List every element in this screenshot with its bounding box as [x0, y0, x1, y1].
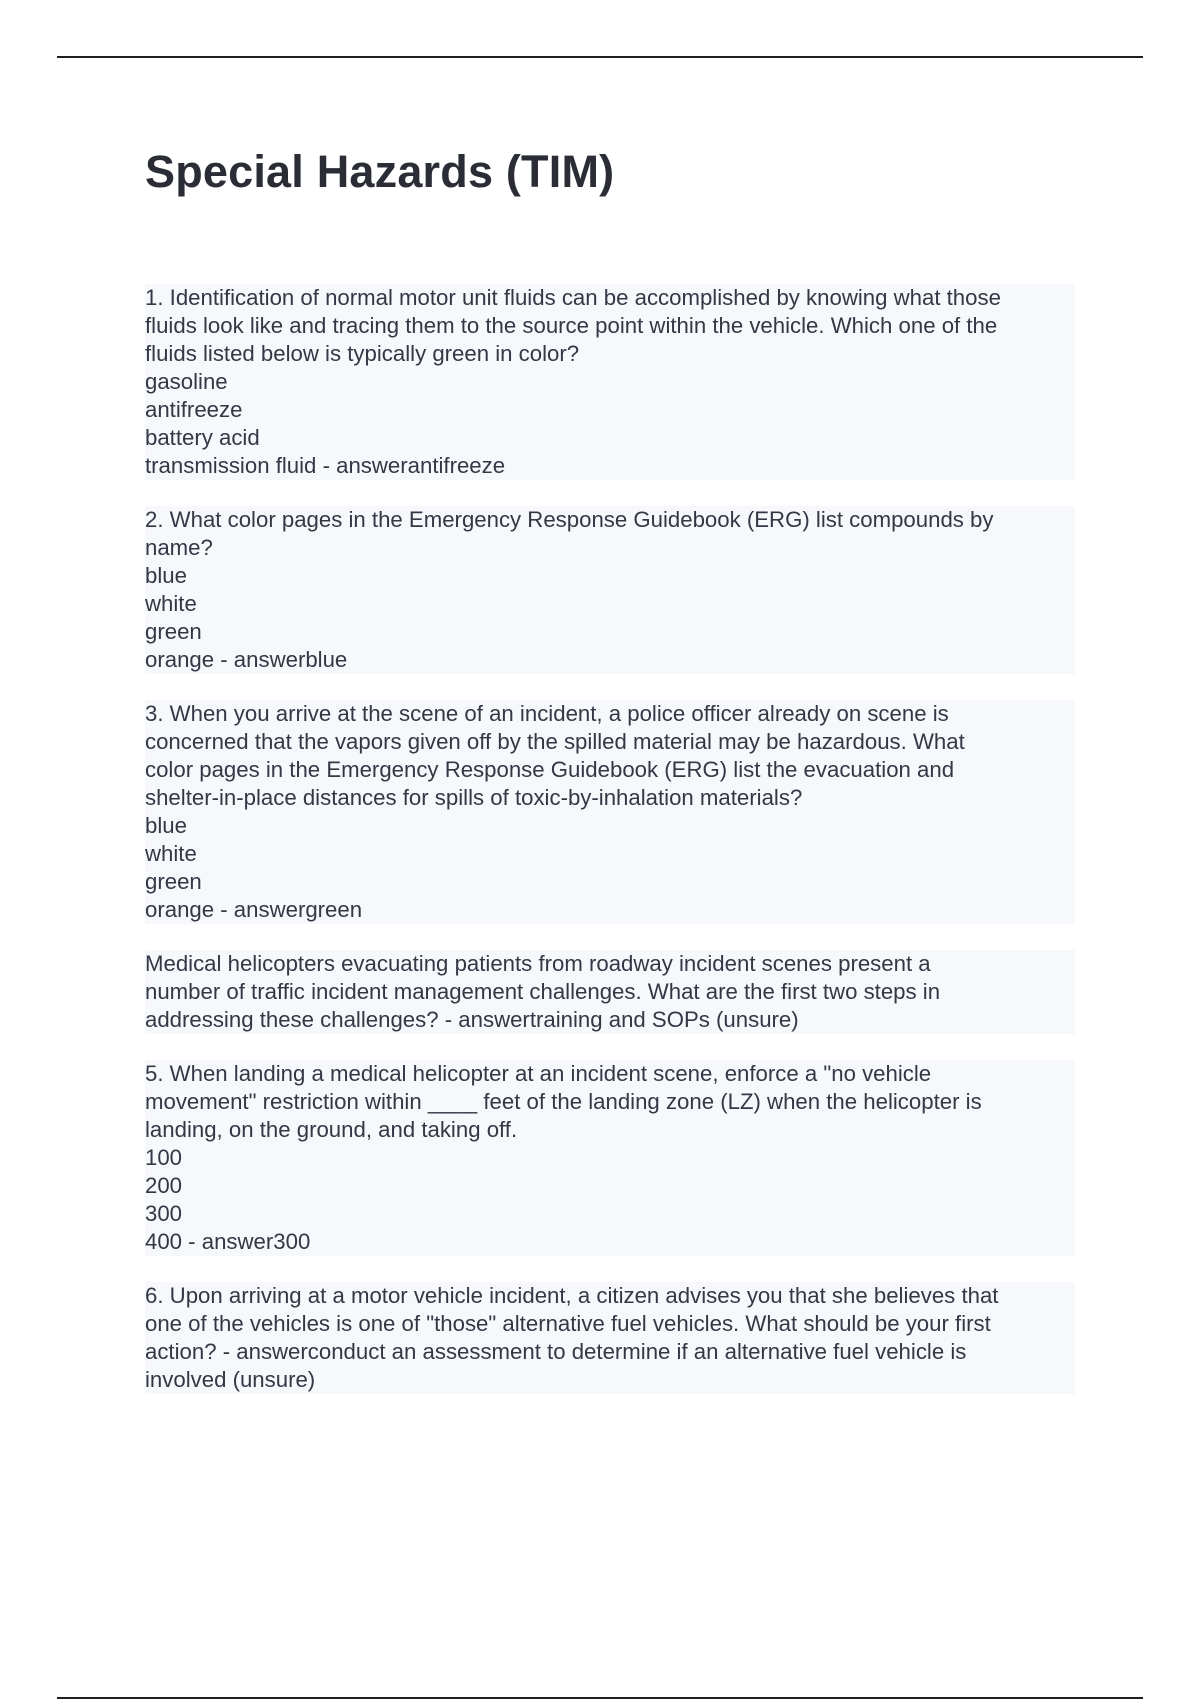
document-title: Special Hazards (TIM) [145, 146, 615, 197]
question-text-line: movement" restriction within ____ feet of the landing zone (LZ) when the helicopter is [145, 1089, 982, 1114]
question-text-line: 5. When landing a medical helicopter at an incident scene, enforce a "no vehicle [145, 1061, 932, 1086]
question-3 [145, 700, 1075, 924]
answer-option: green [145, 619, 202, 644]
question-text-line: concerned that the vapors given off by the spilled material may be hazardous. What [145, 729, 965, 754]
answer-line: 400 - answer300 [145, 1229, 311, 1254]
answer-option: white [145, 591, 197, 616]
answer-line: orange - answergreen [145, 897, 363, 922]
answer-option: 100 [145, 1145, 183, 1170]
top-rule [57, 56, 1143, 58]
answer-option: blue [145, 813, 187, 838]
question-text-line: landing, on the ground, and taking off. [145, 1117, 518, 1142]
answer-option: 200 [145, 1173, 183, 1198]
answer-option: battery acid [145, 425, 260, 450]
question-text-line: 2. What color pages in the Emergency Response Guidebook (ERG) list compounds by [145, 507, 994, 532]
answer-option: 300 [145, 1201, 183, 1226]
question-6 [145, 1282, 1075, 1394]
bottom-rule [57, 1697, 1143, 1699]
question-text-line: color pages in the Emergency Response Guidebook (ERG) list the evacuation and [145, 757, 955, 782]
question-text-line: involved (unsure) [145, 1367, 316, 1392]
question-text-line: action? - answerconduct an assessment to determine if an alternative fuel vehicle is [145, 1339, 967, 1364]
answer-option: gasoline [145, 369, 228, 394]
question-2 [145, 506, 1075, 674]
question-text-line: 3. When you arrive at the scene of an incident, a police officer already on scene is [145, 701, 949, 726]
question-text-line: one of the vehicles is one of "those" alternative fuel vehicles. What should be your first [145, 1311, 991, 1336]
answer-line: transmission fluid - answerantifreeze [145, 453, 506, 478]
question-text-line: name? [145, 535, 213, 560]
answer-option: green [145, 869, 202, 894]
question-5 [145, 1060, 1075, 1256]
answer-option: white [145, 841, 197, 866]
question-list [145, 284, 1075, 1420]
question-text-line: 1. Identification of normal motor unit fluids can be accomplished by knowing what those [145, 285, 1001, 310]
question-text-line: 6. Upon arriving at a motor vehicle incident, a citizen advises you that she believes that [145, 1283, 999, 1308]
answer-line: orange - answerblue [145, 647, 348, 672]
question-text-line: addressing these challenges? - answertraining and SOPs (unsure) [145, 1007, 799, 1032]
question-text-line: fluids listed below is typically green in color? [145, 341, 580, 366]
question-text-line: Medical helicopters evacuating patients from roadway incident scenes present a [145, 951, 931, 976]
question-1 [145, 284, 1075, 480]
answer-option: blue [145, 563, 187, 588]
question-text-line: shelter-in-place distances for spills of toxic-by-inhalation materials? [145, 785, 803, 810]
question-text-line: number of traffic incident management challenges. What are the first two steps in [145, 979, 941, 1004]
answer-option: antifreeze [145, 397, 243, 422]
question-text-line: fluids look like and tracing them to the source point within the vehicle. Which one of the [145, 313, 998, 338]
question-4 [145, 950, 1075, 1034]
